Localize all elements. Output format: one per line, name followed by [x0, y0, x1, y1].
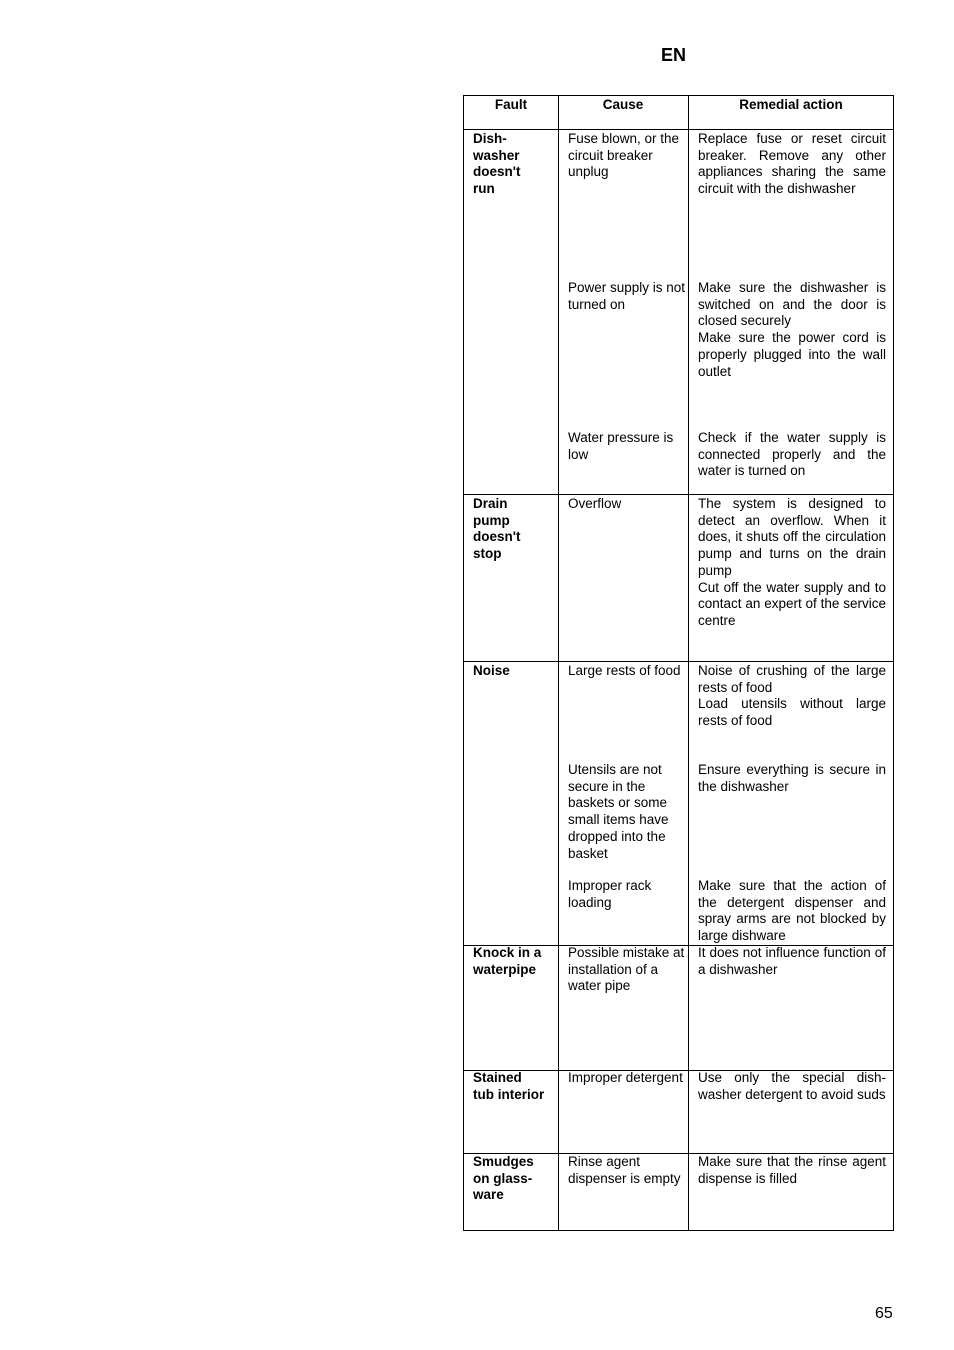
remedy-cell: Check if the water supply is connected properly and the water is turned on: [698, 430, 886, 479]
fault-text-line: pump: [473, 512, 510, 528]
column-divider: [688, 96, 689, 1230]
fault-text-line: tub interior: [473, 1086, 545, 1102]
remedy-paragraph: Make sure the dishwasher is switched on and the door is closed securely: [698, 280, 886, 329]
cause-cell: Possible mistake at installation of a water pipe: [568, 945, 685, 994]
cause-cell: Water pressure is low: [568, 430, 674, 462]
remedy-cell: Use only the special dish-washer detergent to avoid suds: [698, 1070, 886, 1102]
remedy-paragraph: Noise of crushing of the large rests of food: [698, 663, 886, 695]
remedy-cell: Replace fuse or reset circuit breaker. Remove any other appliances sharing the same circuit with the dishwasher: [698, 131, 886, 197]
troubleshooting-table: [463, 95, 894, 1231]
fault-cell: [473, 1154, 555, 1204]
remedy-paragraph: Make sure the power cord is properly plugged into the wall outlet: [698, 330, 886, 379]
remedy-cell: [698, 663, 886, 730]
fault-text-line: run: [473, 181, 495, 197]
cause-cell: Rinse agent dispenser is empty: [568, 1154, 681, 1186]
remedy-paragraph: Load utensils without large rests of food: [698, 696, 886, 729]
column-header-fault: Fault: [494, 97, 528, 112]
remedy-paragraph: The system is designed to detect an overflow. When it does, it shuts off the circulation pump and turns on the drain pump: [698, 496, 886, 578]
cause-cell: Improper detergent: [568, 1070, 683, 1085]
fault-cell: [473, 496, 555, 563]
fault-cell: [473, 1070, 555, 1103]
remedy-cell: It does not influence function of a dishwasher: [698, 945, 886, 977]
column-divider: [558, 96, 559, 1230]
fault-text-line: waterpipe: [473, 961, 537, 977]
fault-cell: [473, 945, 555, 978]
row-divider: [464, 129, 893, 130]
cause-cell: Improper rack loading: [568, 878, 652, 910]
cause-cell: Large rests of food: [568, 663, 681, 678]
row-divider: [464, 494, 893, 495]
remedy-cell: Ensure everything is secure in the dishwasher: [698, 762, 886, 794]
column-header-remedial-action: Remedial action: [739, 97, 843, 112]
fault-text-line: Stained: [473, 1070, 522, 1085]
row-divider: [464, 661, 893, 662]
page-number: 65: [875, 1305, 893, 1322]
remedy-paragraph: Cut off the water supply and to contact an expert of the service centre: [698, 579, 886, 628]
fault-text-line: ware: [473, 1187, 504, 1203]
fault-text-line: Knock in a: [473, 945, 542, 960]
fault-cell: [473, 131, 555, 198]
language-code: EN: [661, 45, 687, 65]
fault-text-line: on glass-: [473, 1170, 533, 1186]
fault-cell: [473, 663, 555, 680]
remedy-cell: Make sure that the action of the detergent dispenser and spray arms are not blocked by large dishware: [698, 878, 886, 944]
fault-text-line: Smudges: [473, 1154, 534, 1169]
cause-cell: Power supply is not turned on: [568, 280, 686, 312]
fault-text-line: doesn't: [473, 164, 521, 180]
fault-text-line: washer: [473, 147, 520, 163]
fault-text-line: Drain: [473, 496, 508, 511]
fault-text-line: Noise: [473, 663, 510, 678]
fault-text-line: Dish-: [473, 131, 507, 146]
remedy-cell: Make sure that the rinse agent dispense is filled: [698, 1154, 886, 1186]
cause-cell: Overflow: [568, 496, 622, 511]
cause-cell: Fuse blown, or the circuit breaker unplug: [568, 131, 680, 180]
remedy-cell: [698, 280, 886, 380]
fault-text-line: doesn't: [473, 529, 521, 545]
column-header-cause: Cause: [602, 97, 644, 112]
remedy-cell: [698, 496, 886, 630]
fault-text-line: stop: [473, 546, 502, 562]
cause-cell: Utensils are not secure in the baskets or some small items have dropped into the basket: [568, 762, 669, 861]
